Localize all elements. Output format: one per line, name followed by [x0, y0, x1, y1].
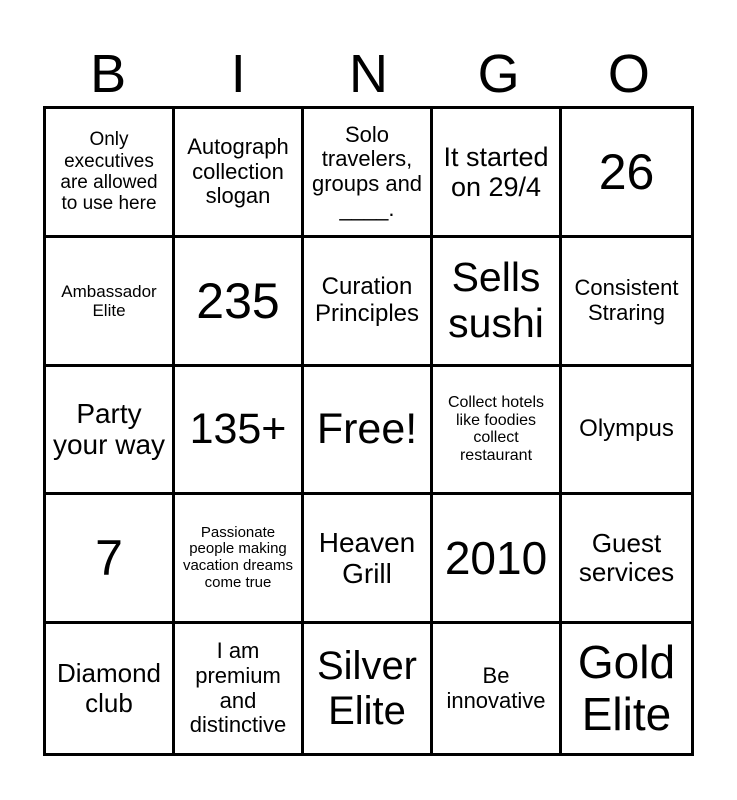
bingo-cell[interactable] — [433, 495, 562, 624]
bingo-cell[interactable] — [46, 367, 175, 496]
cell-text: Consistent Straring — [574, 275, 679, 325]
bingo-cell[interactable] — [304, 495, 433, 624]
cell-text: 135+ — [189, 405, 287, 454]
header-letter-i: I — [230, 44, 246, 104]
cell-text: Heaven Grill — [318, 526, 416, 590]
cell-text: I am premium and distinctive — [189, 638, 287, 738]
header-letter-n: N — [348, 44, 388, 104]
cell-text: It started on 29/4 — [443, 141, 549, 202]
cell-text: 235 — [196, 272, 280, 329]
cell-text: Ambassador Elite — [61, 281, 157, 320]
cell-text: Olympus — [579, 415, 674, 443]
bingo-cell[interactable] — [433, 238, 562, 367]
bingo-cell[interactable] — [46, 109, 175, 238]
bingo-cell[interactable] — [175, 367, 304, 496]
bingo-cell[interactable] — [175, 624, 304, 753]
header-letter-g: G — [477, 44, 520, 104]
bingo-cell[interactable] — [304, 238, 433, 367]
bingo-cell[interactable] — [46, 238, 175, 367]
cell-text: Free! — [316, 405, 418, 454]
bingo-cell[interactable] — [46, 495, 175, 624]
bingo-cell[interactable] — [175, 109, 304, 238]
bingo-cell[interactable] — [175, 495, 304, 624]
cell-text: Collect hotels like foodies collect restaurant — [447, 393, 545, 465]
cell-text: Guest services — [578, 528, 675, 588]
bingo-cell[interactable] — [304, 109, 433, 238]
header-letter-o: O — [607, 44, 650, 104]
cell-text: Gold Elite — [577, 636, 676, 740]
bingo-cell[interactable] — [562, 238, 691, 367]
header-letter-b: B — [90, 44, 127, 104]
bingo-cell[interactable] — [433, 109, 562, 238]
cell-text: Autograph collection slogan — [187, 133, 289, 209]
cell-text: 26 — [598, 143, 655, 200]
bingo-cell[interactable] — [304, 624, 433, 753]
bingo-cell[interactable] — [175, 238, 304, 367]
bingo-cell[interactable] — [46, 624, 175, 753]
bingo-cell[interactable] — [562, 109, 691, 238]
cell-text: 7 — [95, 530, 123, 587]
cell-text: Party your way — [52, 398, 166, 461]
cell-text: Sells sushi — [448, 253, 544, 346]
bingo-cell[interactable] — [562, 624, 691, 753]
cell-text: Solo travelers, groups and ____. — [311, 121, 423, 221]
bingo-header — [43, 42, 694, 106]
bingo-cell[interactable] — [433, 367, 562, 496]
cell-text: 2010 — [444, 531, 548, 584]
bingo-cell[interactable] — [562, 495, 691, 624]
bingo-board — [43, 106, 694, 756]
cell-text: Silver Elite — [316, 643, 418, 733]
bingo-cell[interactable] — [562, 367, 691, 496]
cell-text: Curation Principles — [314, 272, 420, 327]
cell-text: Only executives are allowed to use here — [60, 129, 158, 215]
bingo-cell[interactable] — [433, 624, 562, 753]
cell-text: Be innovative — [446, 662, 546, 713]
bingo-cell[interactable] — [304, 367, 433, 496]
cell-text: Diamond club — [56, 658, 162, 718]
cell-text: Passionate people making vacation dreams come true — [182, 523, 294, 592]
